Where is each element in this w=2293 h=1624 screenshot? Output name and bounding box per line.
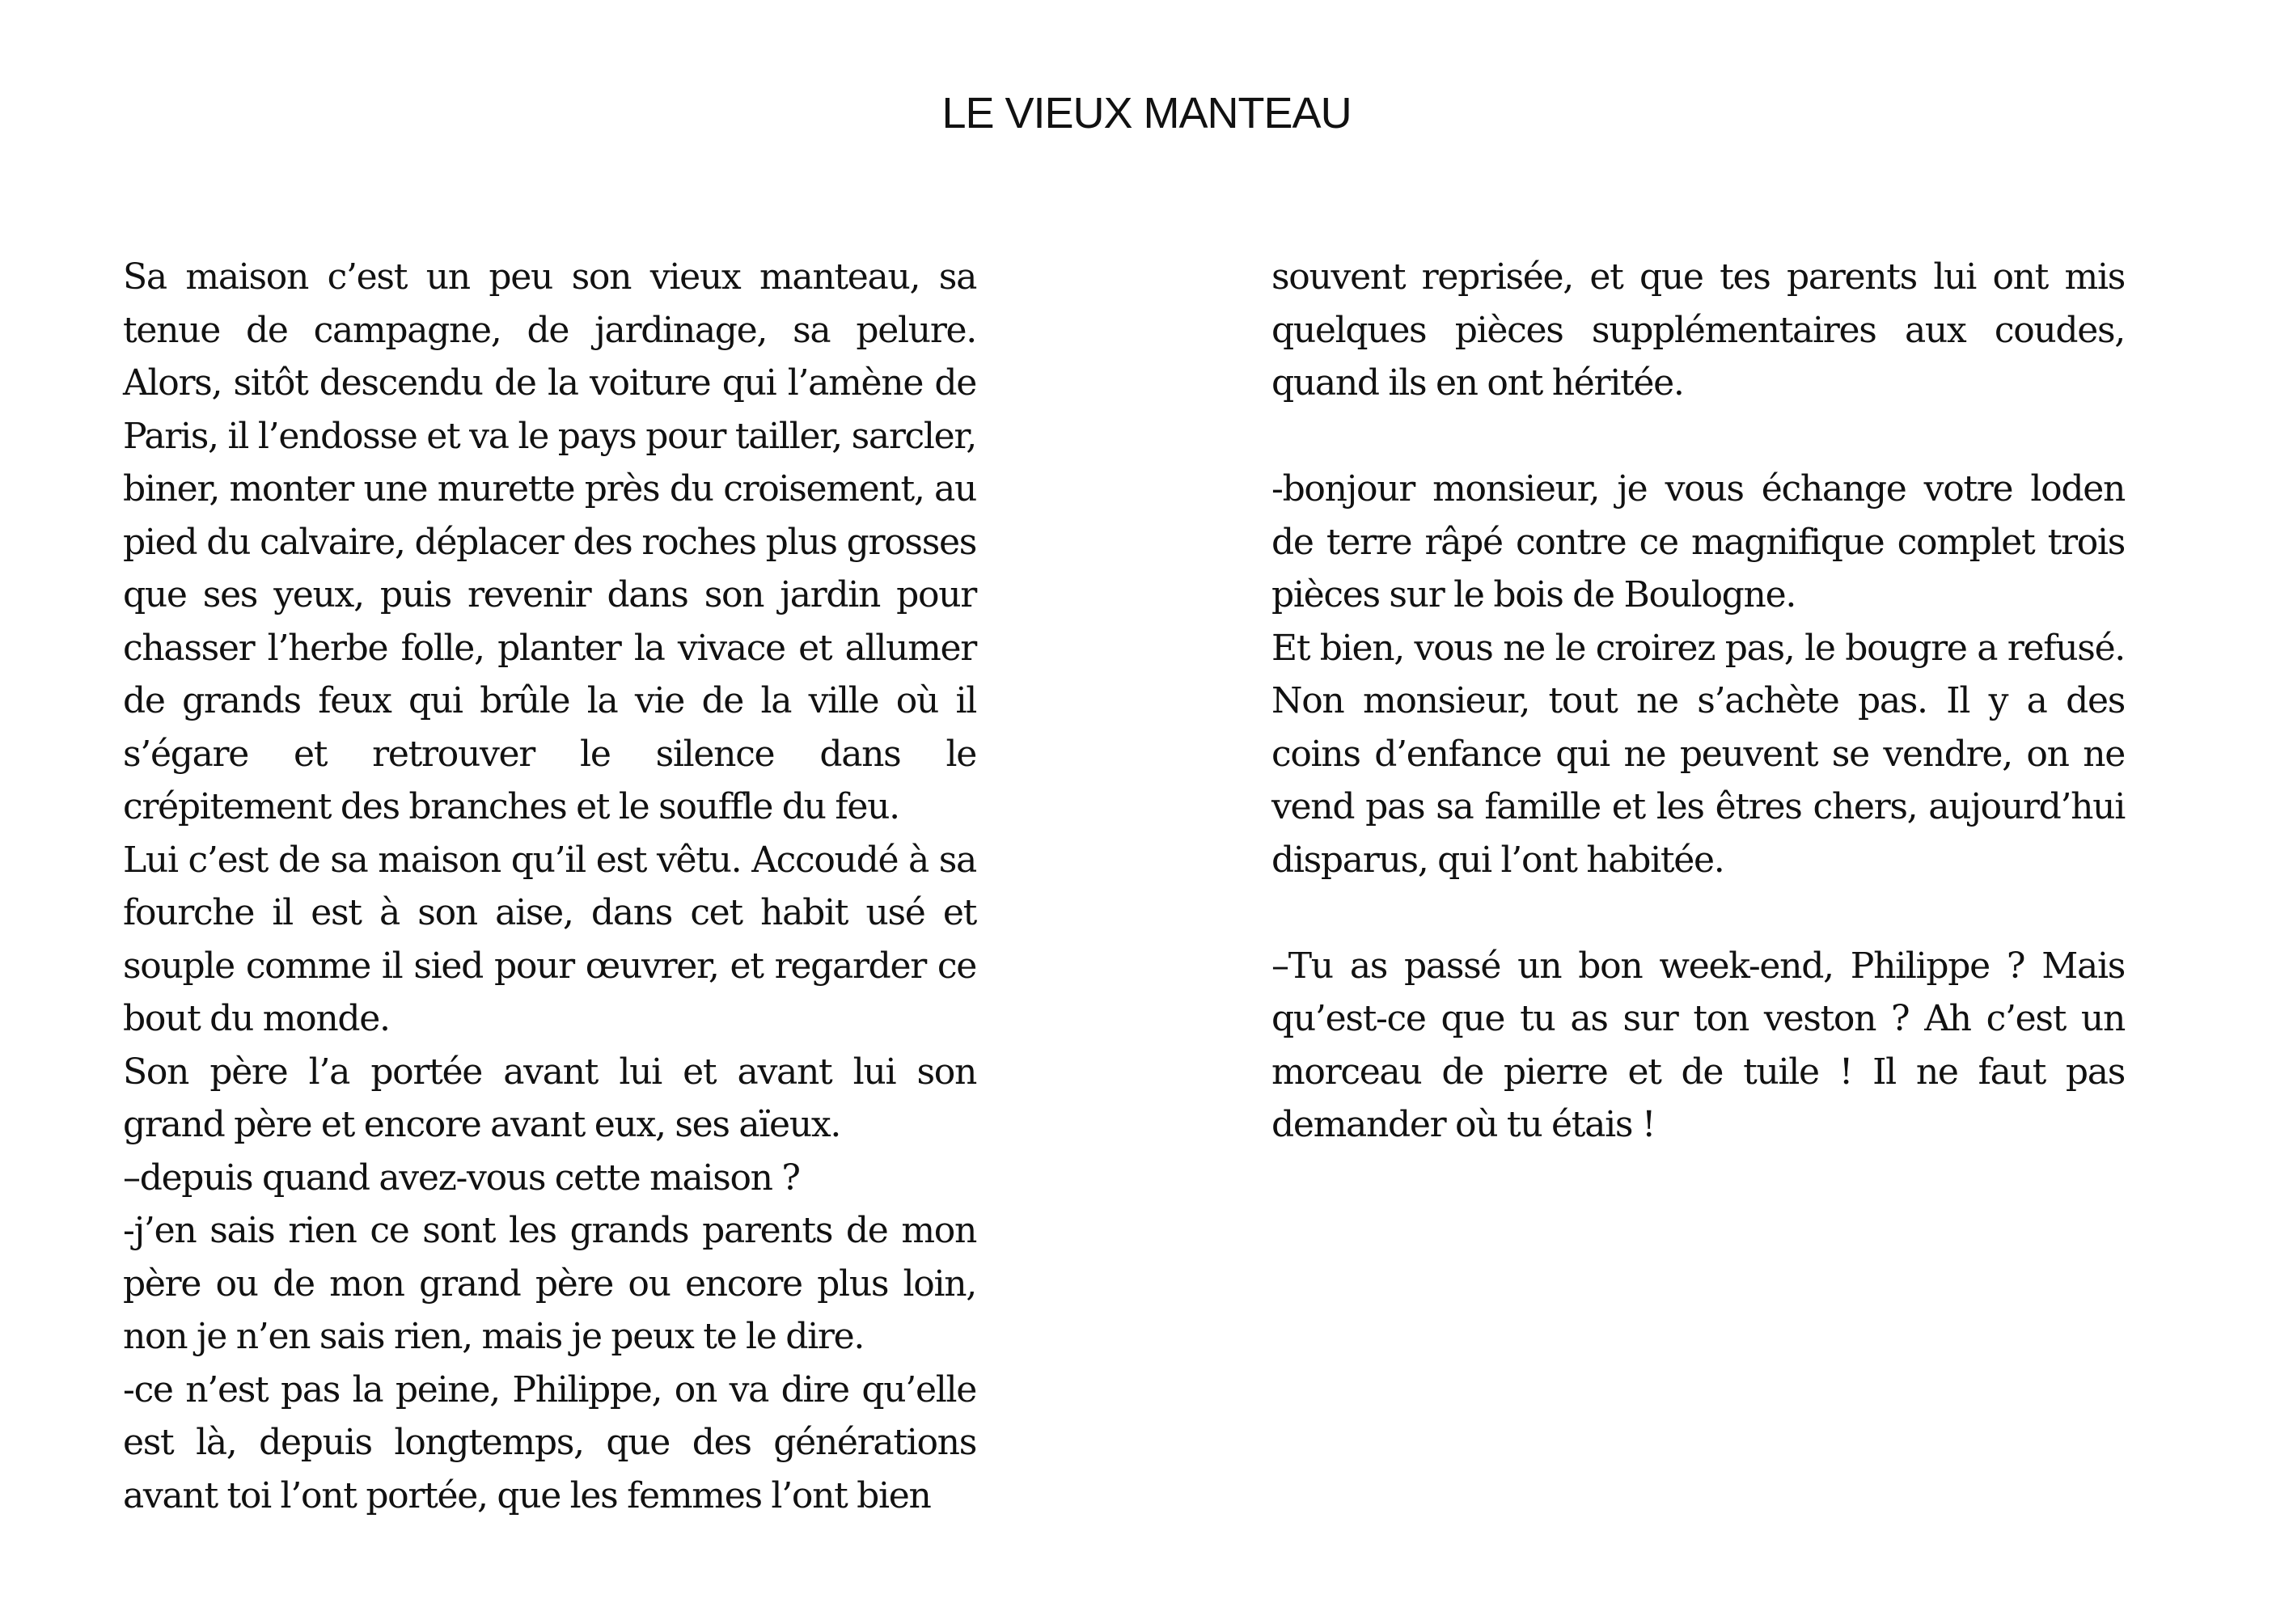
dialogue-line: –depuis quand avez-vous cette maison ? — [123, 1157, 800, 1199]
paragraph: Sa maison c’est un peu son vieux manteau, sa tenue de campagne, de jardinage, sa pelure. Alors, sitôt descendu de la voiture qui l’amène de Paris, il l’endosse et va le pays pour tailler, sarcler, biner, monter une murette près du croisement, au pied du calvaire, déplacer des roches plus grosses que ses yeux, puis revenir dans son jardin pour chasser l’herbe folle, planter la vivace et allumer de grands feux qui brûle la vie de la ville où il s’égare et retrouver le silence dans le crépitement des branches et le souffle du feu. — [123, 256, 976, 827]
dialogue-line: -j’en sais rien ce sont les grands parents de mon père ou de mon grand père ou encore plus loin, non je n’en sais rien, mais je peux te le dire. — [123, 1210, 976, 1357]
paragraph: Son père l’a portée avant lui et avant lui son grand père et encore avant eux, ses aïeux. — [123, 1051, 976, 1145]
dialogue-line: -ce n’est pas la peine, Philippe, on va dire qu’elle est là, depuis longtemps, que des générations avant toi l’ont portée, que les femmes l’ont bien — [123, 1368, 976, 1516]
dialogue-line: –Tu as passé un bon week-end, Philippe ? Mais qu’est-ce que tu as sur ton veston ? Ah c’est un morceau de pierre et de tuile ! Il ne faut pas demander où tu étais ! — [1271, 945, 2125, 1145]
paragraph: souvent reprisée, et que tes parents lui ont mis quelques pièces supplémentaires aux coudes, quand ils en ont héritée. — [1271, 256, 2125, 404]
right-text-column — [1271, 251, 2125, 1152]
paragraph: Et bien, vous ne le croirez pas, le bougre a refusé. Non monsieur, tout ne s’achète pas. Il y a des coins d’enfance qui ne peuvent se vendre, on ne vend pas sa famille et les êtres chers, aujourd’hui disparus, qui l’ont habitée. — [1271, 627, 2125, 881]
dialogue-line: -bonjour monsieur, je vous échange votre loden de terre râpé contre ce magnifique complet trois pièces sur le bois de Boulogne. — [1271, 468, 2125, 615]
paragraph: Lui c’est de sa maison qu’il est vêtu. Accoudé à sa fourche il est à son aise, dans cet habit usé et souple comme il sied pour œuvrer, et regarder ce bout du monde. — [123, 839, 976, 1039]
left-text-column — [123, 251, 976, 1522]
page-title: LE VIEUX MANTEAU — [941, 89, 1352, 137]
